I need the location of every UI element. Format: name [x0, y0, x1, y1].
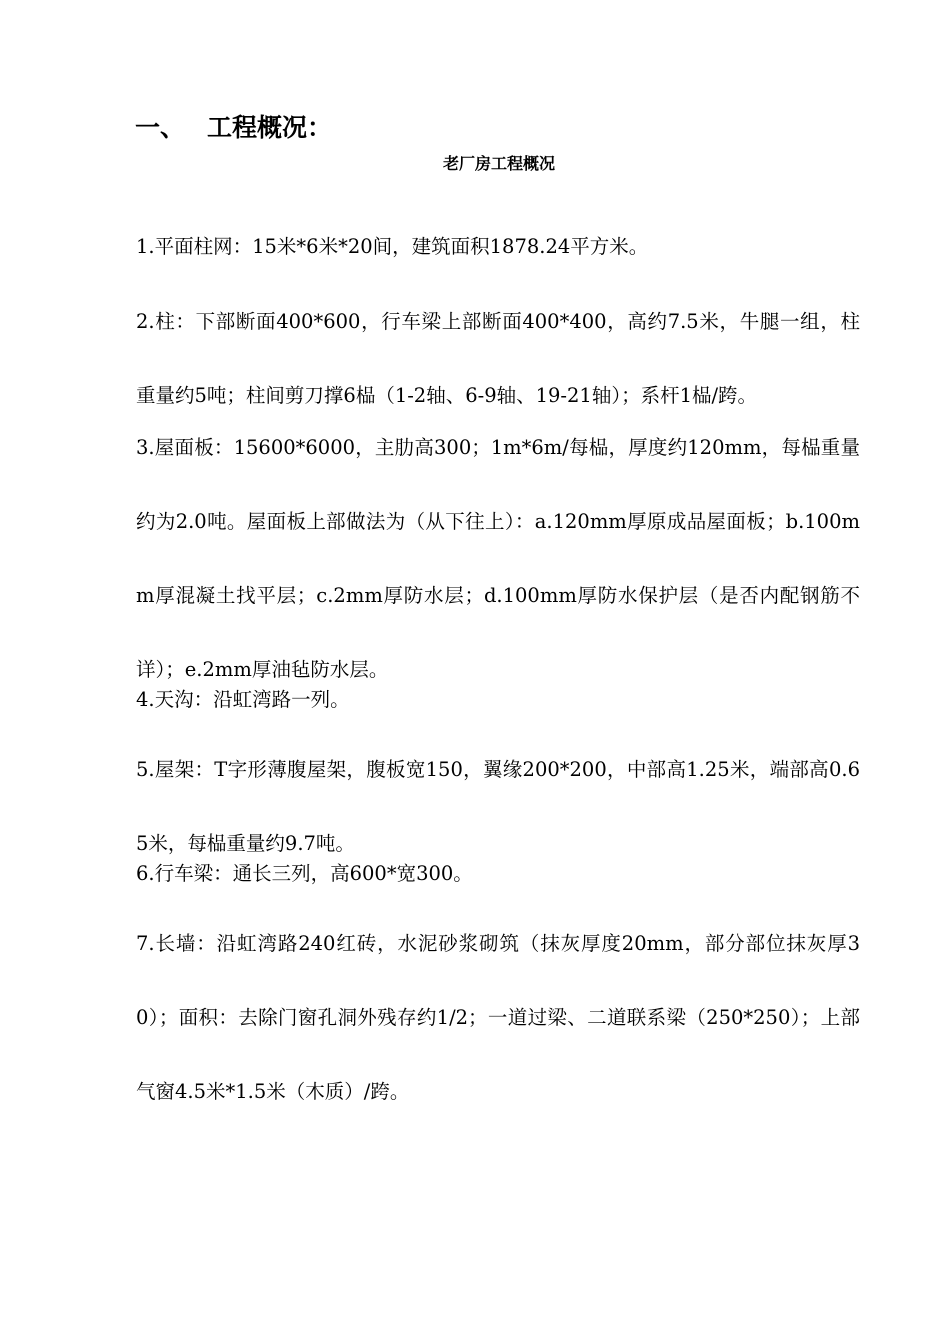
document-body [136, 232, 860, 1129]
paragraph-long-wall: 7.长墙：沿虹湾路240红砖，水泥砂浆砌筑（抹灰厚度20mm，部分部位抹灰厚30）；面积：去除门窗孔洞外残存约1/2；一道过梁、二道联系梁（250*250）；上部气窗4.5米*1.5米（木质）/跨。 [136, 932, 860, 1103]
paragraph-roof-truss: 5.屋架：T字形薄腹屋架，腹板宽150，翼缘200*200，中部高1.25米，端部高0.65米，每榀重量约9.7吨。 [136, 758, 860, 855]
paragraph-roof-panels: 3.屋面板：15600*6000，主肋高300；1m*6m/每榀，厚度约120mm，每榀重量约为2.0吨。屋面板上部做法为（从下往上）：a.120mm厚原成品屋面板；b.100mm厚混凝土找平层；c.2mm厚防水层；d.100mm厚防水保护层（是否内配钢筋不详）；e.2mm厚油毡防水层。 [136, 436, 860, 681]
paragraph-crane-beam: 6.行车梁：通长三列，高600*宽300。 [136, 862, 473, 885]
section-heading [135, 112, 332, 144]
paragraph-columns: 2.柱：下部断面400*600，行车梁上部断面400*400，高约7.5米，牛腿一组，柱重量约5吨；柱间剪刀撑6榀（1-2轴、6-9轴、19-21轴）；系杆1榀/跨。 [136, 310, 860, 407]
document-title: 老厂房工程概况 [442, 154, 555, 173]
section-number: 一、 [135, 113, 186, 142]
paragraph-column-grid: 1.平面柱网：15米*6米*20间，建筑面积1878.24平方米。 [136, 235, 649, 258]
section-title: 工程概况： [207, 113, 333, 142]
paragraph-gutter: 4.天沟：沿虹湾路一列。 [136, 688, 350, 711]
